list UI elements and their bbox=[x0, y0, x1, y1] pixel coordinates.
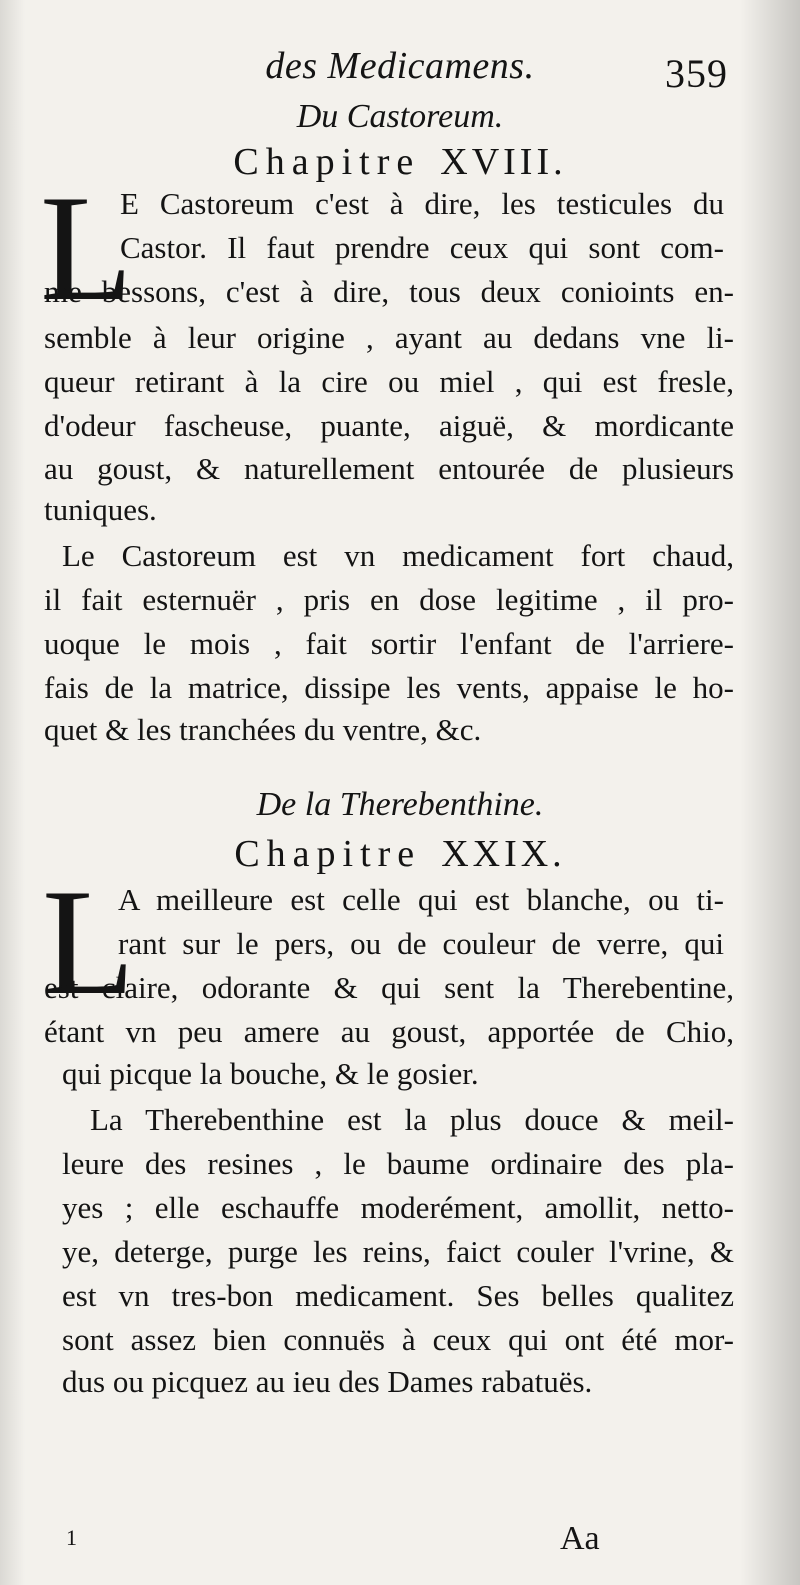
text-line: A meilleure est celle qui est blanche, ou ti- bbox=[118, 882, 724, 917]
text-line: me bessons, c'est à dire, tous deux conioints en- bbox=[44, 274, 734, 309]
text-line: Le Castoreum est vn medicament fort chaud, bbox=[62, 538, 734, 573]
text-line: tuniques. bbox=[44, 492, 157, 527]
text-line: étant vn peu amere au goust, apportée de Chio, bbox=[44, 1014, 734, 1049]
text-line: Castor. Il faut prendre ceux qui sont com- bbox=[120, 230, 724, 265]
catchword: Aa bbox=[560, 1520, 600, 1557]
section-title-therebenthine: De la Therebenthine. bbox=[256, 786, 544, 823]
running-head: des Medicamens. bbox=[265, 45, 535, 87]
text-line: semble à leur origine , ayant au dedans vne li- bbox=[44, 320, 734, 355]
text-line: ye, deterge, purge les reins, faict couler l'vrine, & bbox=[62, 1234, 734, 1269]
page-number: 359 bbox=[665, 51, 728, 96]
text-line: il fait esternuër , pris en dose legitime , il pro- bbox=[44, 582, 734, 617]
drop-cap: L bbox=[42, 858, 135, 1026]
text-line: dus ou picquez au ieu des Dames rabatuës. bbox=[62, 1364, 593, 1399]
text-line: uoque le mois , fait sortir l'enfant de l'arriere- bbox=[44, 626, 734, 661]
text-line: sont assez bien connuës à ceux qui ont été mor- bbox=[62, 1322, 734, 1357]
text-line: fais de la matrice, dissipe les vents, appaise le ho- bbox=[44, 670, 734, 705]
text-line: est claire, odorante & qui sent la Therebentine, bbox=[44, 970, 734, 1005]
chapter-label: Chapitre bbox=[233, 141, 421, 183]
text-line: d'odeur fascheuse, puante, aiguë, & mordicante bbox=[44, 408, 734, 443]
text-line: qui picque la bouche, & le gosier. bbox=[62, 1056, 479, 1091]
text-line: yes ; elle eschauffe moderément, amollit, netto- bbox=[62, 1190, 734, 1225]
signature-mark: 1 bbox=[66, 1525, 77, 1550]
text-line: au goust, & naturellement entourée de plusieurs bbox=[44, 451, 734, 486]
drop-cap: L bbox=[40, 164, 133, 332]
text-line: queur retirant à la cire ou miel , qui est fresle, bbox=[44, 364, 734, 399]
text-line: leure des resines , le baume ordinaire des pla- bbox=[62, 1146, 734, 1181]
text-line: quet & les tranchées du ventre, &c. bbox=[44, 712, 482, 747]
text-line: E Castoreum c'est à dire, les testicules du bbox=[120, 186, 724, 221]
text-line: rant sur le pers, ou de couleur de verre, qui bbox=[118, 926, 724, 961]
section-title-castoreum: Du Castoreum. bbox=[296, 98, 504, 135]
chapter-label: Chapitre bbox=[234, 833, 422, 875]
chapter-number: XXIX. bbox=[441, 833, 566, 875]
text-line: est vn tres-bon medicament. Ses belles qualitez bbox=[62, 1278, 734, 1313]
chapter-number: XVIII. bbox=[440, 141, 567, 183]
text-line: La Therebenthine est la plus douce & meil- bbox=[90, 1102, 734, 1137]
